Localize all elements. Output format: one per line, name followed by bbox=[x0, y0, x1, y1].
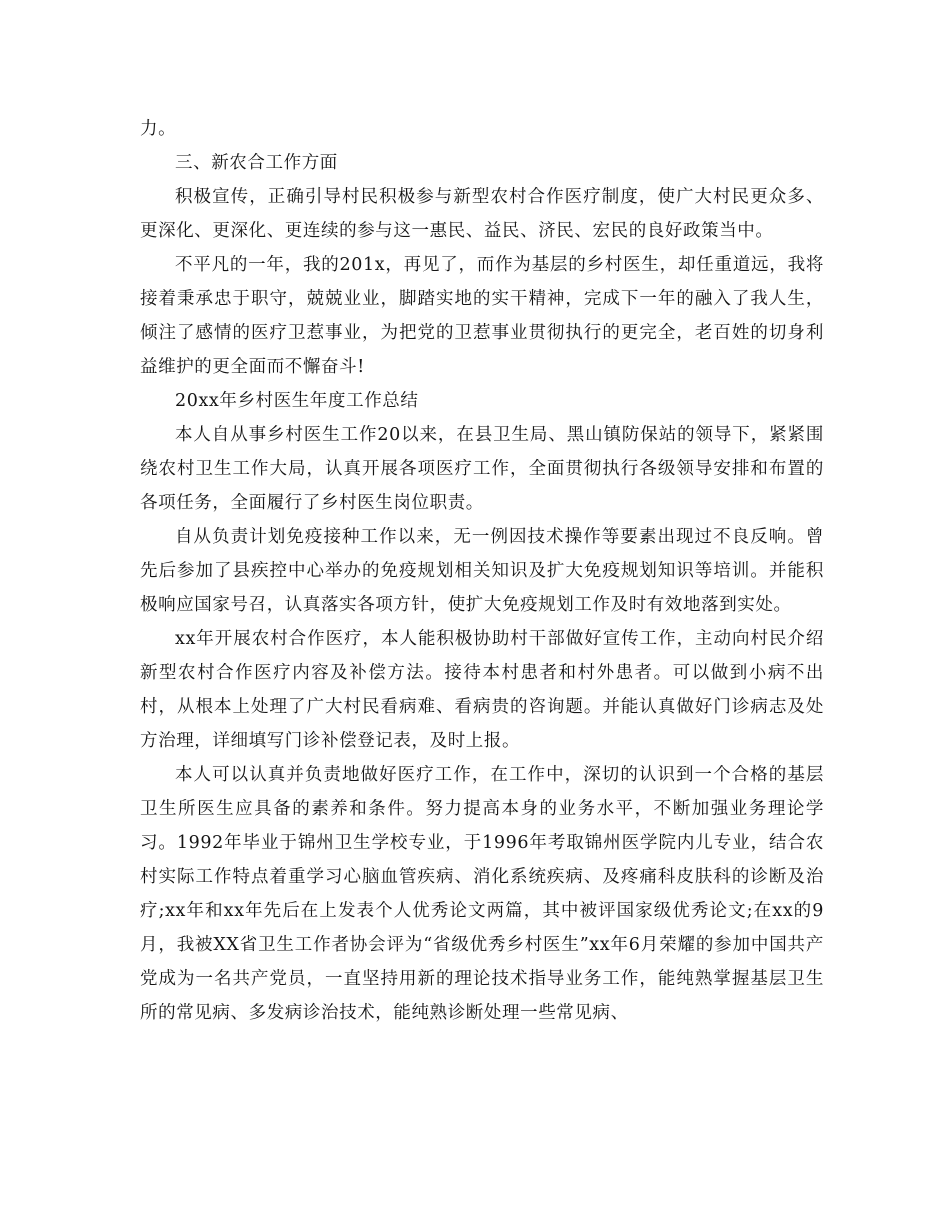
paragraph-career-intro: 本人自从事乡村医生工作20以来，在县卫生局、黑山镇防保站的领导下，紧紧围绕农村卫生工作大局，认真开展各项医疗工作，全面贯彻执行各级领导安排和布置的各项任务，全面履行了乡村医生岗位职责。 bbox=[140, 425, 824, 513]
paragraph-professional-study: 本人可以认真并负责地做好医疗工作，在工作中，深切的认识到一个合格的基层卫生所医生应具备的素养和条件。努力提高本身的业务水平，不断加强业务理论学习。1992年毕业于锦州卫生学校专业，于1996年考取锦州医学院内儿专业，结合农村实际工作特点着重学习心脑血管疾病、消化系统疾病、及疼痛科皮肤科的诊断及治疗;xx年和xx年先后在上发表个人优秀论文两篇，其中被评国家级优秀论文;在xx的9月，我被XX省卫生工作者协会评为“省级优秀乡村医生”xx年6月荣耀的参加中国共产党成为一名共产党员，一直坚持用新的理论技术指导业务工作，能纯熟掌握基层卫生所的常见病、多发病诊治技术，能纯熟诊断处理一些常见病、 bbox=[140, 765, 824, 1023]
paragraph-continuation: 力。 bbox=[140, 119, 177, 139]
paragraph-year-end: 不平凡的一年，我的201x，再见了，而作为基层的乡村医生，却任重道远，我将接着秉承忠于职守，兢兢业业，脚踏实地的实干精神，完成下一年的融入了我人生，倾注了感情的医疗卫惹事业，为把党的卫惹事业贯彻执行的更完全，老百姓的切身利益维护的更全面而不懈奋斗! bbox=[140, 255, 824, 377]
section-heading-new-rural-cooperative: 三、新农合工作方面 bbox=[175, 153, 338, 173]
section-heading-annual-summary: 20xx年乡村医生年度工作总结 bbox=[175, 391, 419, 411]
paragraph-immunization: 自从负责计划免疫接种工作以来，无一例因技术操作等要素出现过不良反响。曾先后参加了县疾控中心举办的免疫规划相关知识及扩大免疫规划知识等培训。并能积极响应国家号召，认真落实各项方针，使扩大免疫规划工作及时有效地落到实处。 bbox=[140, 527, 824, 615]
paragraph-cooperative-medical: xx年开展农村合作医疗，本人能积极协助村干部做好宣传工作，主动向村民介绍新型农村合作医疗内容及补偿方法。接待本村患者和村外患者。可以做到小病不出村，从根本上处理了广大村民看病难、看病贵的咨询题。并能认真做好门诊病志及处方治理，详细填写门诊补偿登记表，及时上报。 bbox=[140, 629, 824, 751]
paragraph-publicity: 积极宣传，正确引导村民积极参与新型农村合作医疗制度，使广大村民更众多、更深化、更深化、更连续的参与这一惠民、益民、济民、宏民的良好政策当中。 bbox=[140, 187, 824, 241]
document-body bbox=[140, 112, 824, 1030]
